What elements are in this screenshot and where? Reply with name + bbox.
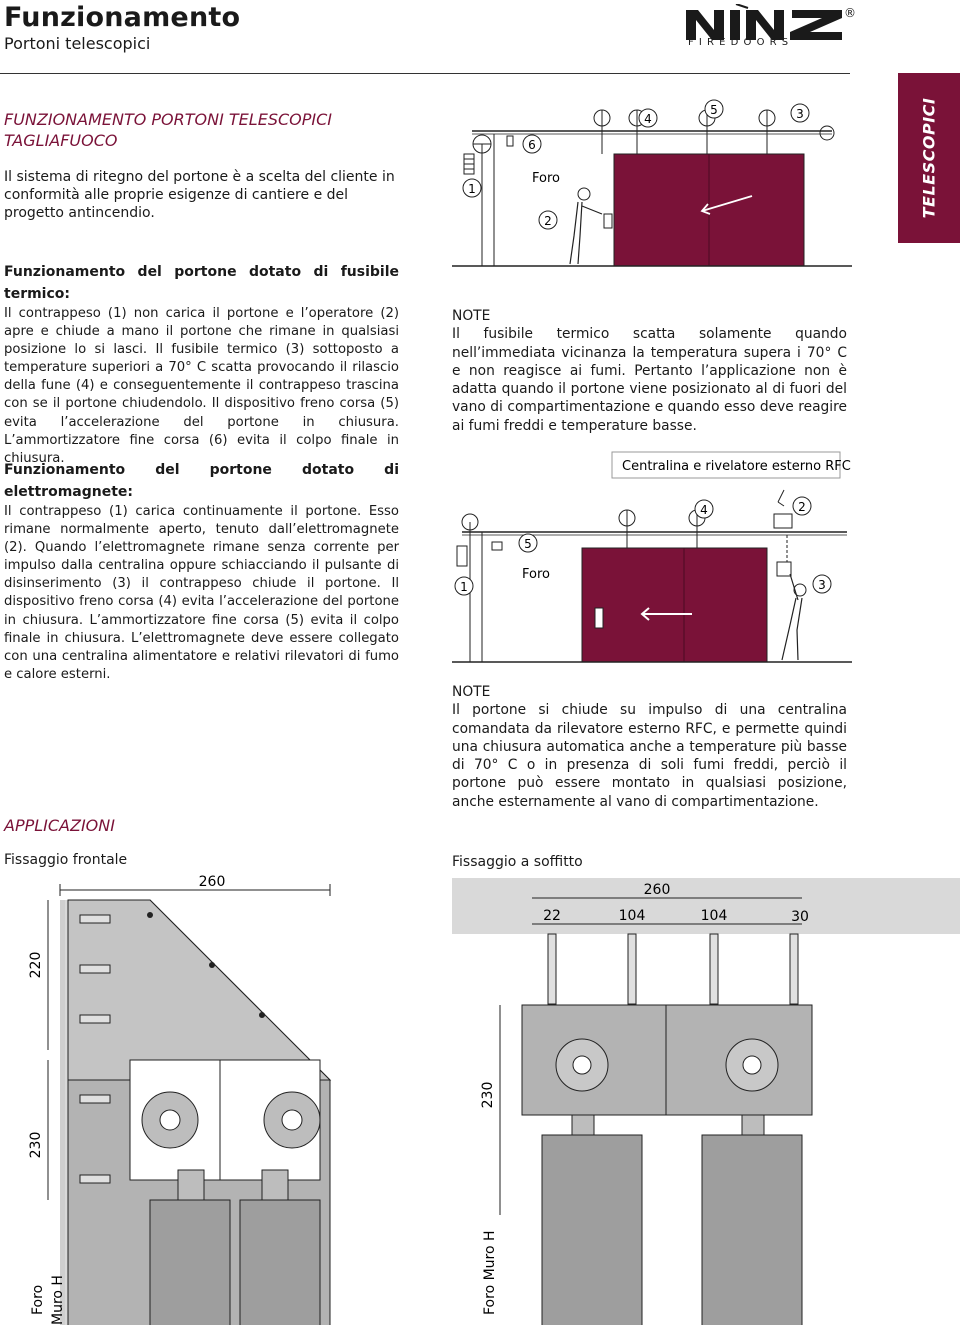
fusible-section	[4, 261, 399, 468]
label-1: 1	[460, 580, 468, 594]
dim-220: 220	[28, 951, 44, 979]
section-title-line2: TAGLIAFUOCO	[4, 131, 118, 150]
dim-22: 22	[543, 908, 561, 924]
electro-body: Il contrappeso (1) carica continuamente il portone. Esso rimane normalmente aperto, tenuto dall’elettromagnete (2). Quando l’elettromagnete rimane senza corrente per impulso dalla centralina oppure schiacciando il pulsante di disinserimento (3) il contrappeso chiude il portone. Il dispositivo freno corsa (4) evita l’accelerazione del portone in chiusura. L’ammortizzatore fine corsa (5) evita il colpo finale in chiusura. L’elettromagnete deve essere collegato con una centralina alimentatore e relativi rilevatori di fumo e calore esterni.	[4, 504, 399, 682]
label-1: 1	[468, 182, 476, 196]
brand-logo	[684, 4, 860, 52]
frontal-label: Fissaggio frontale	[4, 852, 128, 868]
dim-30: 30	[791, 909, 809, 925]
note-body: Il fusibile termico scatta solamente quando nell’immediata vicinanza la temperatura supera i 70° C e non reagisce ai fumi. Pertanto l’applicazione non è adatta quando il portone viene posizionato al di fuori del vano di compartimentazione e quando esso deve reagire ai fumi freddi e temperature basse.	[452, 326, 847, 434]
dim-230: 230	[480, 1081, 496, 1109]
label-5: 5	[710, 103, 718, 117]
dim-260: 260	[643, 882, 671, 898]
electromagnet-diagram	[452, 450, 852, 670]
foro-muro-label: Foro Muro H	[482, 1230, 498, 1315]
foro-label: Foro	[522, 567, 550, 582]
ceiling-label: Fissaggio a soffitto	[452, 854, 583, 870]
label-3: 3	[796, 107, 804, 121]
label-6: 6	[528, 138, 536, 152]
logo-subtext: F I R E D O O R S	[688, 37, 790, 48]
foro-label: Foro	[532, 171, 560, 186]
dim-104b: 104	[700, 908, 728, 924]
dim-104a: 104	[618, 908, 646, 924]
side-tab-label: TELESCOPICI	[919, 97, 939, 219]
foro-label: Foro	[30, 1284, 46, 1315]
label-4: 4	[644, 112, 652, 126]
label-5: 5	[524, 537, 532, 551]
applicazioni-title: APPLICAZIONI	[4, 816, 115, 835]
page-subtitle: Portoni telescopici	[4, 34, 151, 53]
muro-label: Muro H	[50, 1275, 66, 1325]
electro-heading: Funzionamento del portone dotato di elettromagnete:	[4, 462, 399, 500]
intro-paragraph: Il sistema di ritegno del portone è a scelta del cliente in conformità alle proprie esigenze di cantiere e del progetto antincendio.	[4, 169, 395, 221]
frontal-mount-drawing	[0, 870, 440, 1325]
note-title: NOTE	[452, 684, 491, 700]
fusible-body: Il contrappeso (1) non carica il portone e l’operatore (2) apre e chiude a mano il portone che rimane in qualsiasi posizione lo si lasci. Il fusibile termico (3) sottoposto a temperature superiori a 70° C scatta provocando il rilascio della fune (4) e conseguentemente il contrappeso trascina con se il portone chiudendolo. Il dispositivo freno corsa (5) evita l’accelerazione del portone in chiusura. L’ammortizzatore fine corsa (6) evita il colpo finale in chiusura.	[4, 306, 399, 466]
label-2: 2	[544, 214, 552, 228]
note-electromagnet	[452, 683, 847, 811]
fusible-diagram	[452, 96, 852, 271]
fusible-heading: Funzionamento del portone dotato di fusibile termico:	[4, 264, 399, 302]
ceiling-mount-drawing	[452, 870, 960, 1325]
label-2: 2	[798, 500, 806, 514]
note-body: Il portone si chiude su impulso di una centralina comandata da rilevatore esterno RFC, e permette quindi una chiusura automatica anche a temperature più basse di 70° C o in presenza di soli fumi freddi, perciò il portone può essere montato in qualsiasi posizione, anche esternamente al vano di compartimentazione.	[452, 702, 847, 810]
dim-230: 230	[28, 1131, 44, 1159]
section-title-line1: FUNZIONAMENTO PORTONI TELESCOPICI	[4, 110, 332, 129]
registered-mark: ®	[844, 6, 856, 20]
label-4: 4	[700, 503, 708, 517]
page-title: Funzionamento	[4, 2, 241, 33]
section-title	[4, 109, 332, 151]
note-title: NOTE	[452, 308, 491, 324]
side-tab	[898, 73, 960, 243]
centralina-label: Centralina e rivelatore esterno RFC	[622, 459, 851, 474]
dim-260: 260	[198, 874, 226, 890]
note-fusible	[452, 307, 847, 435]
label-3: 3	[818, 578, 826, 592]
header-rule	[0, 73, 850, 74]
electro-section	[4, 459, 399, 684]
